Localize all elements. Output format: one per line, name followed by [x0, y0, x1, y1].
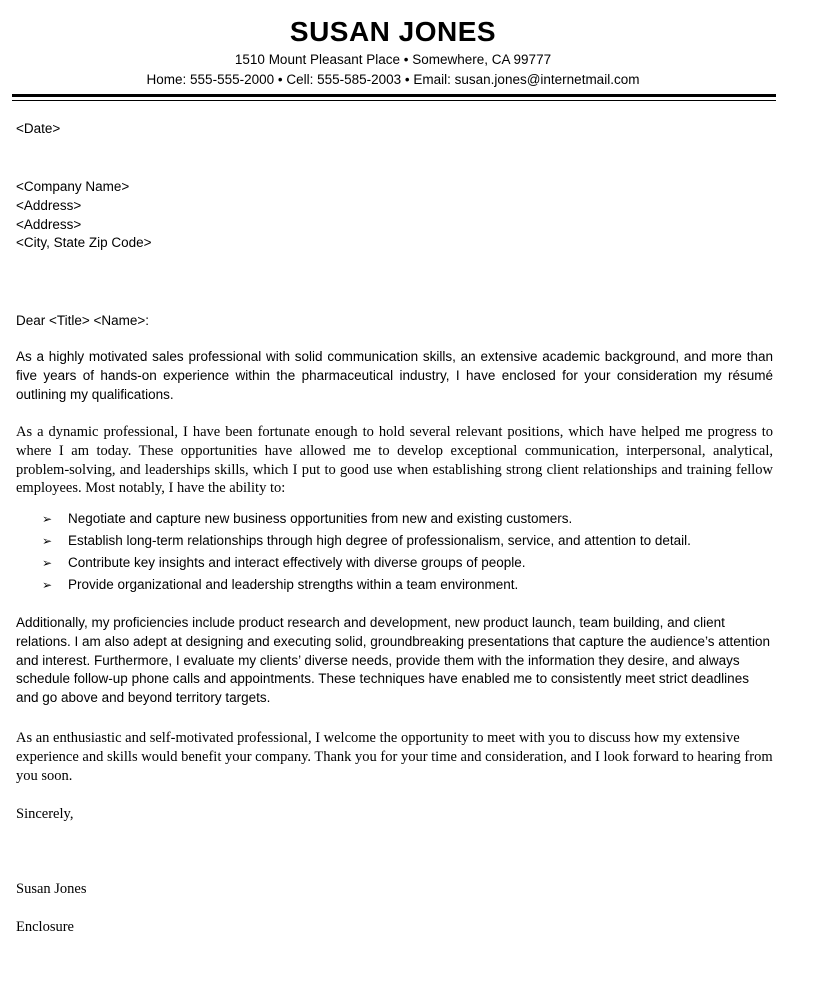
- list-item-text: Contribute key insights and interact effectively with diverse groups of people.: [68, 555, 526, 570]
- sender-address: 1510 Mount Pleasant Place • Somewhere, CA 99777: [234, 52, 552, 67]
- list-item: [16, 554, 773, 576]
- arrow-bullet-icon: ➢: [42, 578, 53, 592]
- closing-phrase: Sincerely,: [16, 806, 74, 822]
- recipient-address-2: <Address>: [16, 216, 82, 232]
- arrow-bullet-icon: ➢: [42, 534, 53, 548]
- arrow-bullet-icon: ➢: [42, 556, 53, 570]
- letter-date: <Date>: [16, 121, 61, 136]
- list-item: [16, 510, 773, 532]
- list-item: [16, 532, 773, 554]
- recipient-address-1: <Address>: [16, 197, 82, 213]
- paragraph-intro: As a highly motivated sales professional with solid communication skills, an extensive academic background, and more than five years of hands-on experience within the pharmaceutical industry, I have enclosed for your consideration my résumé outlining my qualifications.: [16, 349, 773, 402]
- paragraph-experience: As a dynamic professional, I have been fortunate enough to hold several relevant positions, which have helped me progress to where I am today. These opportunities have allowed me to develop exceptional communication, interpersonal, analytical, problem-solving, and leaderships skills, which I put to good use when establishing strong client relationships and training fellow employees. Most notably, I have the ability to:: [16, 424, 773, 497]
- skills-list: [16, 510, 773, 598]
- recipient-block: [16, 178, 773, 253]
- list-item: [16, 576, 773, 598]
- recipient-company: <Company Name>: [16, 179, 130, 194]
- list-item-text: Negotiate and capture new business opportunities from new and existing customers.: [68, 511, 573, 526]
- sender-name: SUSAN JONES: [289, 16, 497, 47]
- list-item-text: Establish long-term relationships through high degree of professionalism, service, and attention to detail.: [68, 533, 691, 548]
- recipient-city-state-zip: <City, State Zip Code>: [16, 235, 152, 251]
- paragraph-closing: As an enthusiastic and self-motivated professional, I welcome the opportunity to meet with you to discuss how my extensive experience and skills would benefit your company. Thank you for your time and consideration, and I look forward to hearing from you soon.: [16, 730, 773, 784]
- header-divider-thick: [12, 94, 776, 97]
- arrow-bullet-icon: ➢: [42, 512, 53, 526]
- salutation: Dear <Title> <Name>:: [16, 313, 150, 328]
- letterhead: [0, 14, 786, 90]
- header-divider-thin: [12, 100, 776, 101]
- paragraph-proficiencies: Additionally, my proficiencies include product research and development, new product launch, team building, and client relations. I am also adept at designing and executing solid, groundbreaking presentations that capture the audience’s attention and interest. Furthermore, I evaluate my clients’ diverse needs, provide them with the information they desire, and always schedule follow-up phone calls and appointments. These techniques have enabled me to consistently meet strict deadlines and go above and beyond territory targets.: [16, 615, 771, 706]
- sender-contact: Home: 555-555-2000 • Cell: 555-585-2003 • Email: susan.jones@internetmail.com: [146, 72, 640, 87]
- signature-name: Susan Jones: [16, 881, 87, 897]
- list-item-text: Provide organizational and leadership strengths within a team environment.: [68, 577, 519, 592]
- enclosure-note: Enclosure: [16, 919, 74, 935]
